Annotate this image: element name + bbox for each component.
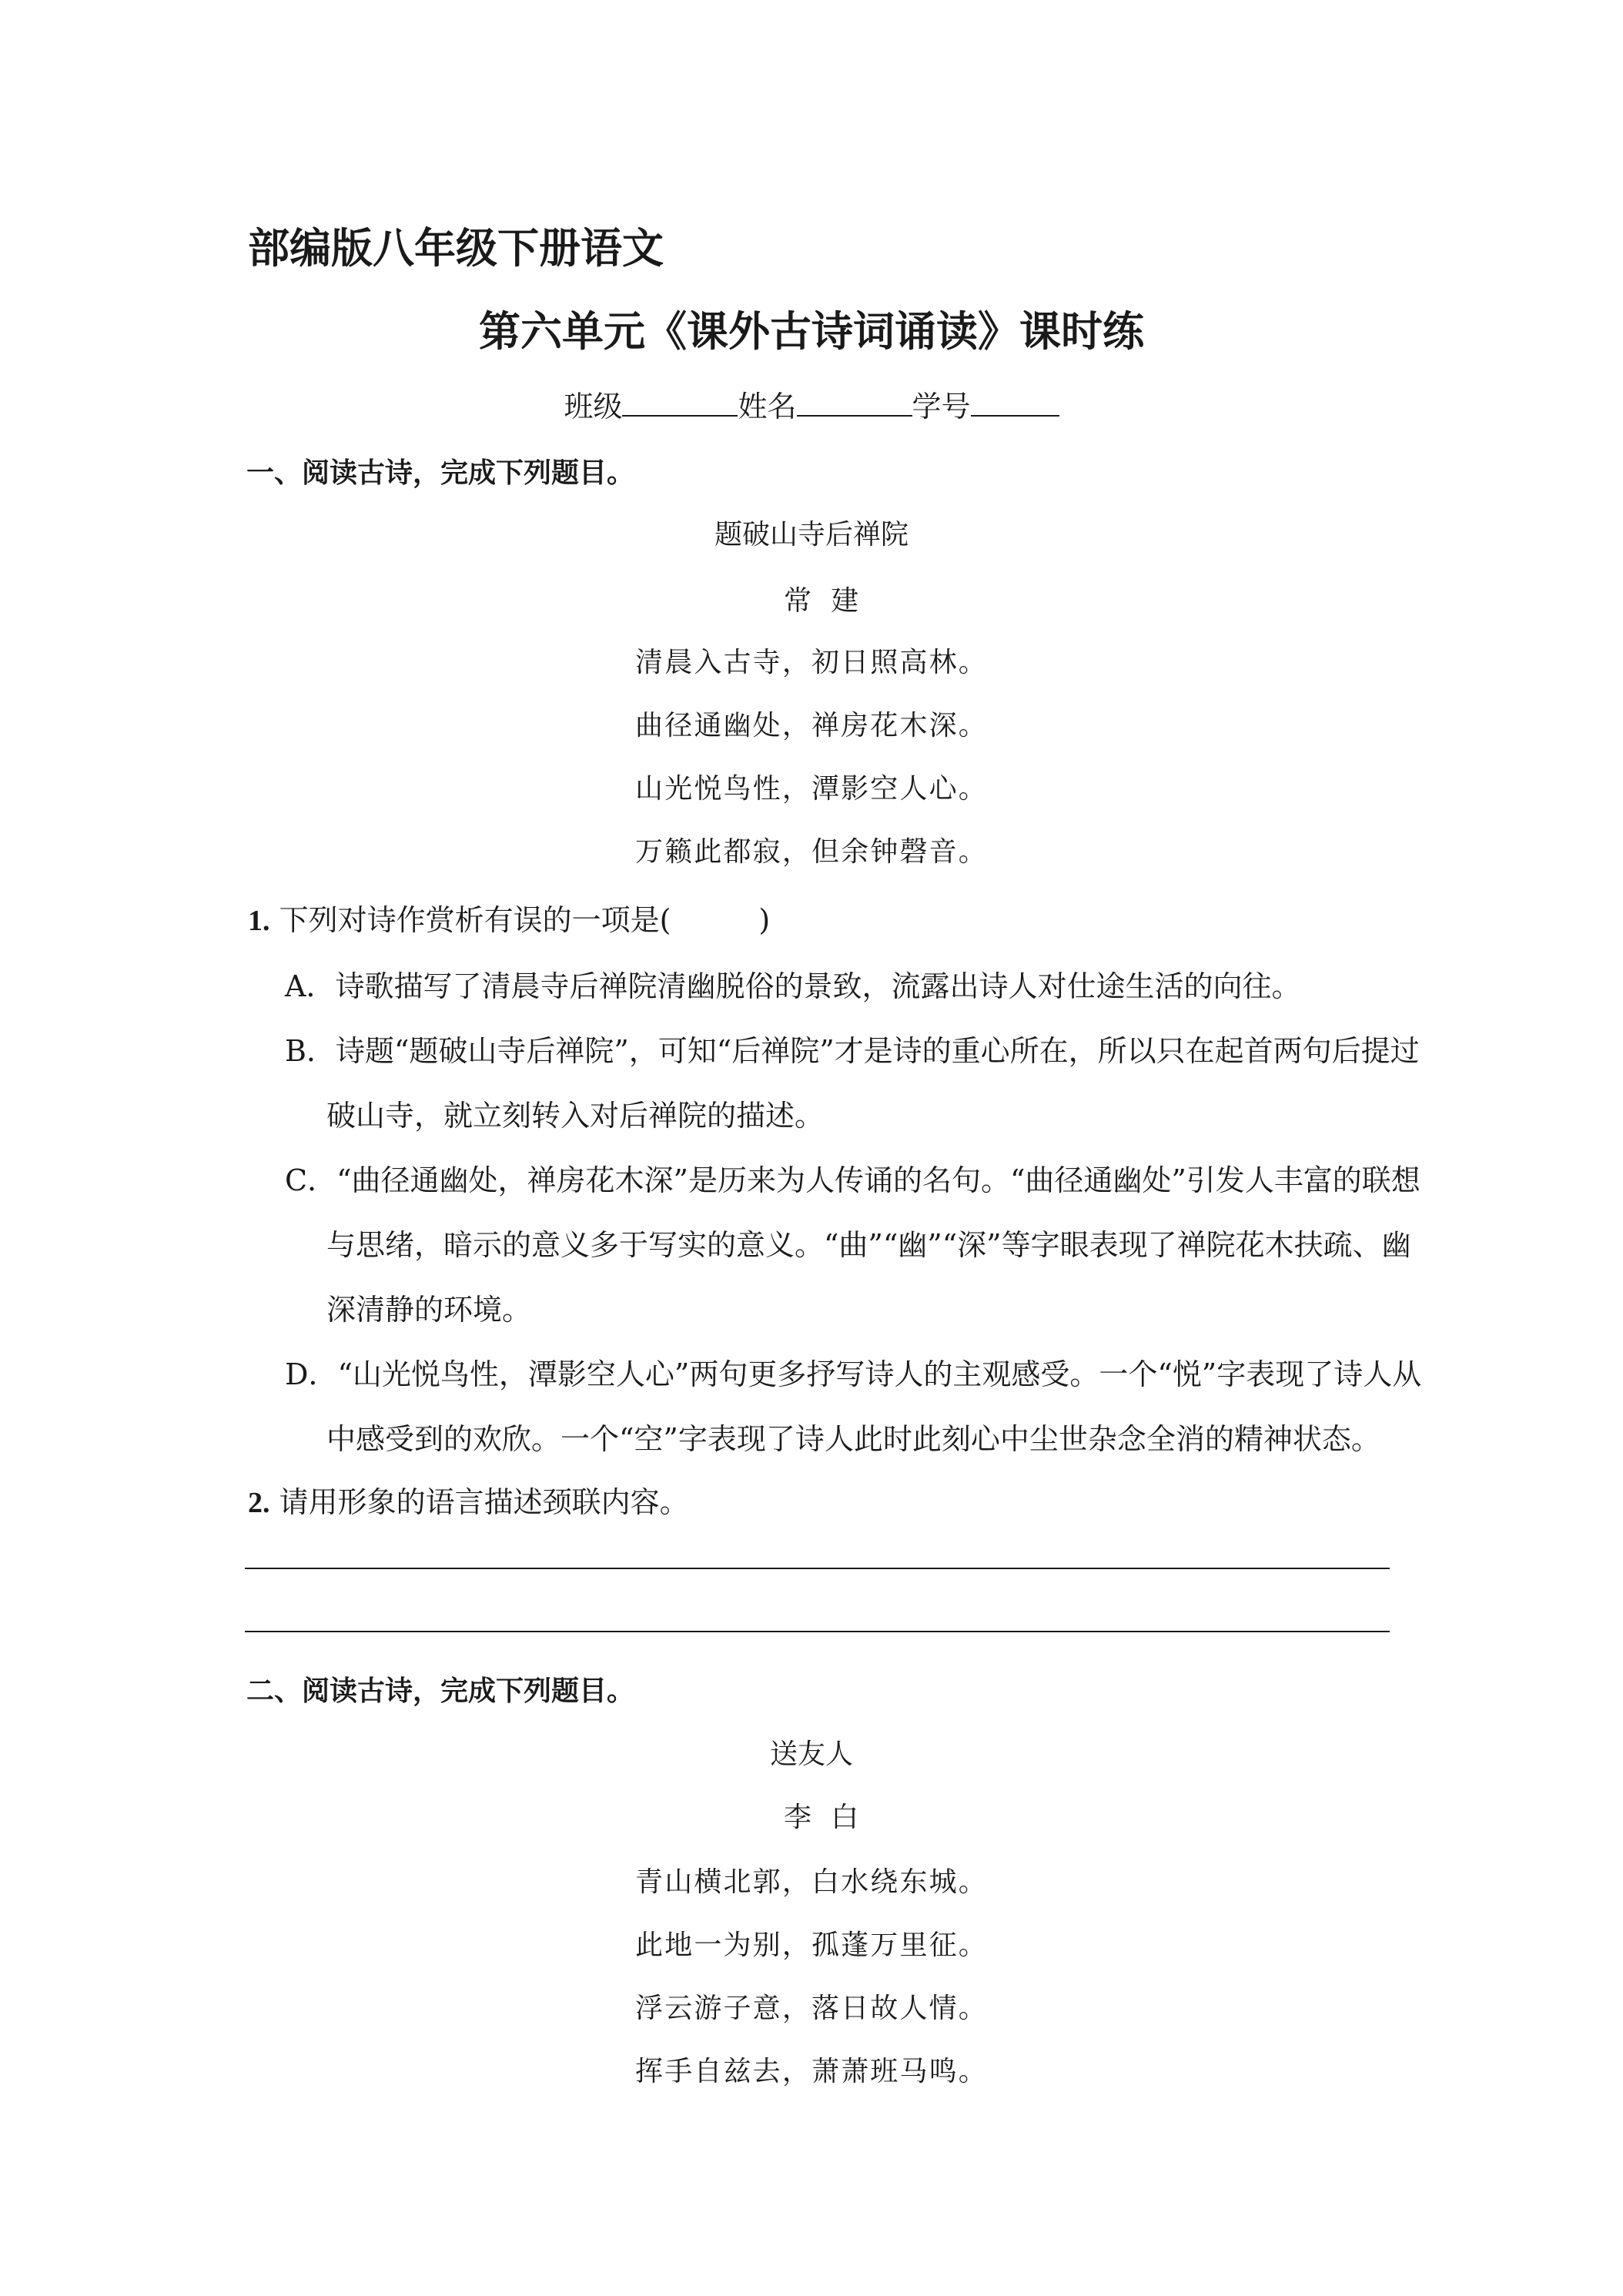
- option-d[interactable]: D．“山光悦鸟性，潭影空人心”两句更多抒写诗人的主观感受。一个“悦”字表现了诗人从: [285, 1357, 1422, 1391]
- question-2: 2. 请用形象的语言描述颈联内容。: [248, 1485, 689, 1519]
- poem-1-title: 题破山寺后禅院: [714, 519, 909, 551]
- name-label: 姓名: [738, 390, 797, 423]
- option-b[interactable]: B．诗题“题破山寺后禅院”，可知“后禅院”才是诗的重心所在，所以只在起首两句后提过: [285, 1034, 1420, 1068]
- poem-2-line: 挥手自兹去，萧萧班马鸣。: [635, 2056, 988, 2087]
- student-info-row: [0, 383, 1623, 425]
- poem-2-line: 青山横北郭，白水绕东城。: [635, 1866, 988, 1898]
- option-text: “山光悦鸟性，潭影空人心”两句更多抒写诗人的主观感受。一个“悦”字表现了诗人从: [337, 1357, 1422, 1391]
- option-c[interactable]: C．“曲径通幽处，禅房花木深”是历来为人传诵的名句。“曲径通幽处”引发人丰富的联想: [285, 1163, 1421, 1197]
- option-text: 诗题“题破山寺后禅院”，可知“后禅院”才是诗的重心所在，所以只在起首两句后提过: [335, 1034, 1420, 1068]
- poem-1-line: 曲径通幽处，禅房花木深。: [635, 710, 988, 741]
- question-number: 1: [248, 905, 263, 937]
- poem-2-line: 浮云游子意，落日故人情。: [635, 1993, 988, 2024]
- document-subtitle: 第六单元《课外古诗词诵读》课时练: [479, 307, 1144, 356]
- class-label: 班级: [564, 390, 623, 423]
- question-1: 1. 下列对诗作赏析有误的一项是( ): [248, 903, 771, 937]
- option-d-continuation: 中感受到的欢欣。一个“空”字表现了诗人此时此刻心中尘世杂念全消的精神状态。: [326, 1422, 1380, 1456]
- section-2-heading: 二、阅读古诗，完成下列题目。: [246, 1675, 635, 1707]
- option-text: “曲径通幽处，禅房花木深”是历来为人传诵的名句。“曲径通幽处”引发人丰富的联想: [336, 1163, 1421, 1197]
- poem-1-author: 常建: [783, 585, 878, 617]
- poem-1-line: 山光悦鸟性，潭影空人心。: [635, 773, 988, 805]
- option-letter: C: [285, 1163, 308, 1197]
- question-number: 2: [248, 1487, 263, 1519]
- answer-line[interactable]: [245, 1631, 1390, 1632]
- option-c-continuation: 深清静的环境。: [326, 1293, 532, 1327]
- question-text: 请用形象的语言描述颈联内容。: [279, 1485, 689, 1519]
- option-b-continuation: 破山寺，就立刻转入对后禅院的描述。: [326, 1099, 825, 1133]
- id-blank[interactable]: [971, 389, 1059, 417]
- option-c-continuation: 与思绪，暗示的意义多于写实的意义。“曲”“幽”“深”等字眼表现了禅院花木扶疏、幽: [326, 1228, 1411, 1262]
- document-title: 部编版八年级下册语文: [248, 224, 664, 273]
- option-letter: A: [285, 969, 306, 1003]
- poem-2-author: 李白: [783, 1802, 878, 1833]
- option-a[interactable]: A．诗歌描写了清晨寺后禅院清幽脱俗的景致，流露出诗人对仕途生活的向往。: [285, 969, 1301, 1003]
- section-1-heading: 一、阅读古诗，完成下列题目。: [246, 457, 635, 489]
- option-letter: B: [285, 1034, 306, 1068]
- poem-2-title: 送友人: [769, 1739, 853, 1770]
- answer-line[interactable]: [245, 1568, 1390, 1569]
- name-blank[interactable]: [797, 389, 912, 417]
- option-letter: D: [285, 1357, 309, 1391]
- option-text: 诗歌描写了清晨寺后禅院清幽脱俗的景致，流露出诗人对仕途生活的向往。: [335, 969, 1301, 1003]
- question-text: 下列对诗作赏析有误的一项是( ): [279, 903, 771, 937]
- class-blank[interactable]: [622, 389, 738, 417]
- poem-1-line: 清晨入古寺，初日照高林。: [635, 647, 988, 678]
- poem-2-line: 此地一为别，孤蓬万里征。: [635, 1930, 988, 1961]
- poem-1-line: 万籁此都寂，但余钟磬音。: [635, 836, 988, 868]
- id-label: 学号: [912, 390, 971, 423]
